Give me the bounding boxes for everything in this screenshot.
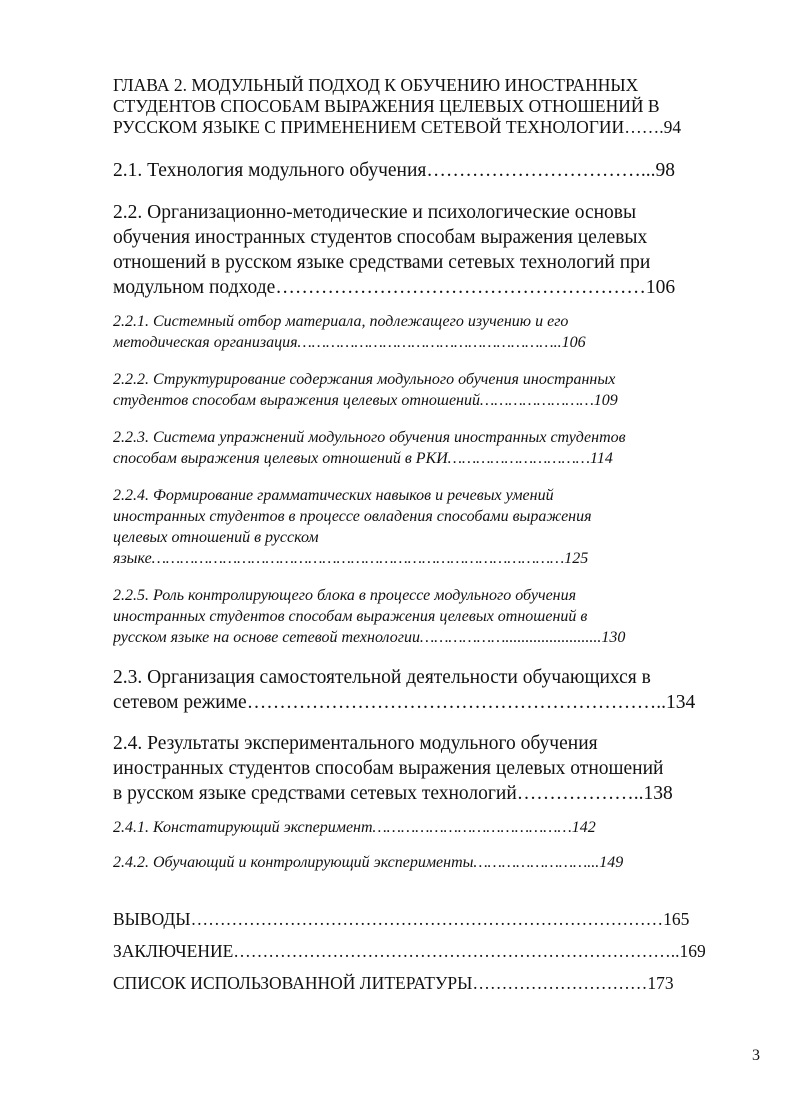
toc-line: способам выражения целевых отношений в РКИ…………………………114 [113,450,613,467]
toc-line: русском языке на основе сетевой технологии………………........................130 [113,629,626,646]
toc-line: целевых отношений в русском [113,529,319,546]
toc-entry-references [113,972,733,994]
toc-line: иностранных студентов способам выражения целевых отношений [113,758,664,779]
toc-entry-2-1 [113,158,733,183]
toc-line: 2.2.5. Роль контролирующего блока в процессе модульного обучения [113,587,577,604]
toc-line: иностранных студентов способам выражения целевых отношений в [113,608,588,625]
toc-line: СПИСОК ИСПОЛЬЗОВАННОЙ ЛИТЕРАТУРЫ…………………………173 [113,973,674,993]
toc-line: студентов способам выражения целевых отношений……………………109 [113,392,618,409]
chapter-line: СТУДЕНТОВ СПОСОБАМ ВЫРАЖЕНИЯ ЦЕЛЕВЫХ ОТНОШЕНИЙ В [113,96,660,116]
toc-line: ЗАКЛЮЧЕНИЕ…………………………………………………………………..169 [113,941,706,961]
toc-line: обучения иностранных студентов способам выражения целевых [113,227,648,248]
toc-line: сетевом режиме………………………………………………………..134 [113,692,696,713]
toc-entry-2-2-2 [113,369,733,411]
toc-entry-conclusions [113,908,733,930]
toc-line: иностранных студентов в процессе овладения способами выражения [113,508,592,525]
toc-entry-2-4-1 [113,817,733,838]
toc-line: 2.2.1. Системный отбор материала, подлежащего изучению и его [113,313,569,330]
chapter-2-heading [113,75,733,138]
chapter-line: РУССКОМ ЯЗЫКЕ С ПРИМЕНЕНИЕМ СЕТЕВОЙ ТЕХНОЛОГИИ…….94 [113,117,682,137]
toc-entry-2-2-4 [113,485,733,569]
toc-line: 2.2.2. Структурирование содержания модульного обучения иностранных [113,371,616,388]
toc-line: 2.4. Результаты экспериментального модульного обучения [113,733,598,754]
page-number: 3 [752,1047,760,1064]
toc-line: ВЫВОДЫ………………………………………………………………………165 [113,909,690,929]
chapter-line: ГЛАВА 2. МОДУЛЬНЫЙ ПОДХОД К ОБУЧЕНИЮ ИНОСТРАННЫХ [113,75,639,95]
toc-line: языке……………………………………………………………………………125 [113,550,589,567]
toc-line: 2.2. Организационно-методические и психологические основы [113,202,637,223]
toc-line: 2.1. Технология модульного обучения……………………………...98 [113,160,676,181]
toc-entry-2-2-1 [113,311,733,353]
toc-line: 2.4.2. Обучающий и контролирующий эксперименты……………………...149 [113,854,624,871]
toc-line: модульном подходе…………………………………………………106 [113,277,676,298]
toc-entry-2-2-3 [113,427,733,469]
toc-line: методическая организация………………………………………………..106 [113,334,586,351]
toc-line: отношений в русском языке средствами сетевых технологий при [113,252,651,273]
toc-entry-2-4-2 [113,852,733,873]
toc-entry-summary [113,940,733,962]
toc-entry-2-2-5 [113,585,733,648]
toc-line: в русском языке средствами сетевых технологий………………..138 [113,783,673,804]
toc-entry-2-4 [113,731,733,806]
toc-line: 2.4.1. Констатирующий эксперимент……………………………………142 [113,819,596,836]
toc-entry-2-3 [113,665,733,715]
toc-line: 2.3. Организация самостоятельной деятельности обучающихся в [113,667,651,688]
toc-entry-2-2 [113,200,733,300]
toc-line: 2.2.3. Система упражнений модульного обучения иностранных студентов [113,429,626,446]
toc-line: 2.2.4. Формирование грамматических навыков и речевых умений [113,487,554,504]
